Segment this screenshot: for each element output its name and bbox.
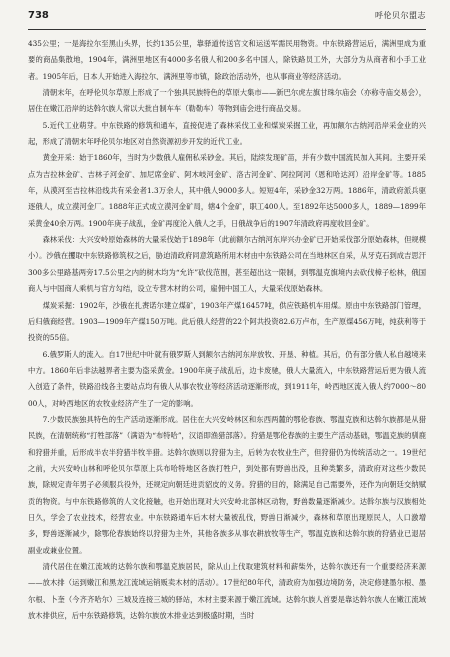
body-paragraph: 5.近代工业萌芽。中东铁路的修筑和通车，直接促进了森林采伐工业和煤炭采掘工业，再加额尔古纳河沿岸采金业的兴起，形成了清朝末年呼伦贝尔地区对自然资源初步开发的近代工业。 xyxy=(28,120,426,147)
body-paragraph: 6.俄罗斯人的流入。自17世纪中叶就有俄罗斯人到额尔古纳河东岸放牧、开垦、种植。其后，仍有部分俄人私自越境来中方。1860年后非法越界者主要为盗采黄金。1900年庚子战乱后，边卡废驰，俄人大量流入，中东铁路营运后更为俄人流入创造了条件，铁路沿线各主要站点均有俄人从事农牧业等经济活动逐渐形成，到1911年，岭西地区流入俄人约7000～8000人，对岭西地区的农牧业经济产生了一定的影响。 xyxy=(28,349,426,408)
header-rule xyxy=(28,29,426,30)
body-paragraph: 清朝末年，在呼伦贝尔草原上形成了一个独具民族特色的草原大集市——新巴尔虎左旗甘珠尔庙会（亦称寺庙交易会），居住在嫩江沿岸的达斡尔族人常以大批自制车车（勒勒车）等物到庙会进行商品交易。 xyxy=(28,88,426,114)
body-paragraph: 森林采伐：大兴安岭原始森林的大量采伐始于1898年（此前额尔古纳河东岸兴办金矿已开始采伐部分原始森林，但规模小）。沙俄在攫取中东铁路修筑权之后，胁迫清政府同意筑路所用木材由中东铁路公司在当地林区自采，从牙克石到成吉思汗300多公里路基两旁17.5公里之内的树木均为“允许”砍伐范围，甚至超出这一限制，到鄂温克旗境内去砍伐樟子松林，俄国商人与中国商人乘机与官方勾结，设立专营木材的公司，雇佣中国工人，大量采伐原始森林。 xyxy=(28,235,427,294)
page-header xyxy=(28,10,426,26)
body-paragraph: 435公里；一是海拉尔至黑山头界，长约135公里，靠驿道传送官文和运送军需民用物资。中东铁路营运后，满洲里成为重要的商品集散地，1904年，满洲里地区有4000多名俄人和200多名中国人，除铁路员工外，大部分为从商者和小手工业者。1905年后，日本人开始进入海拉尔、满洲里等市镇，除政治活动外，也从事商业等经济活动。 xyxy=(28,39,426,81)
text-body xyxy=(28,36,426,624)
body-paragraph: 7.少数民族独具特色的生产活动逐渐形成。居住在大兴安岭林区和东西两麓的鄂伦春族、鄂温克族和达斡尔族都是从猎民族，在清朝统称“打牲部落”（满语为“布特哈”，汉语即渔猎部落）。狩猎是鄂伦春族的主要生产活动基础，鄂温克族的驯鹿和狩猎并重，后形成半农半狩猎半牧半猎。达斡尔族则以狩猎为主，后转为农牧业生产，但狩猎仍为传统活动之一。19世纪之前，大兴安岭山林和呼伦贝尔草原上兵布哈特地区各族打牲户，到处都有野兽出没，且种类繁多，清政府对这些少数民族，除规定青年男子必须服兵役外，还规定向朝廷进贡貂皮的义务。狩猎的目的，除满足自己需要外，还作为向朝廷交纳赋贡的物资。与中东铁路修筑的人文化接触，也开始出现对大兴安岭北部林区动物，野兽数量逐渐减少。达斡尔族与汉族相处日久，学会了农业技术，经营农业。中东铁路通车后木材大量被乱伐，野兽日渐减少，森林和草原出现原民人，人口激增多，野兽逐渐减少，除鄂伦春族始终以狩猎为主外，其他各族多从事农耕放牧等生产，鄂温克族和达斡尔族的狩猎业已退居副业或兼业位置。 xyxy=(28,414,427,555)
body-paragraph: 煤炭采掘：1902年，沙俄在扎赉诺尔建立煤矿，1903年产煤16457吨，供应铁路机车用煤。原由中东铁路部门管理，后归俄商经营。1903—1909年产煤150万吨。此后俄人经营的22个阿共投资82.6万卢布，生产原煤456万吨，纯获利等于投资的55倍。 xyxy=(28,300,426,343)
body-paragraph: 清代居住在嫩江流域的达斡尔族和鄂温克族居民，除从山上伐取建筑材料和薪柴外，达斡尔族还有一个重要经济来源——放木排（运到嫩江和黑龙江流域运销贩卖木材的活动）。17世纪80年代，清政府为加强边境防务，决定修建墨尔根、墨尔根、卜奎（今齐齐哈尔）三城及连接三城的驿站，木材主要来源于嫩江流域。达斡尔族人首要是靠达斡尔族人在嫩江流域放木排供应，后中东铁路修筑，达斡尔族放木排业达到极盛时期，当时 xyxy=(28,562,426,621)
document-page xyxy=(28,10,426,624)
body-paragraph: 黄金开采：始于1860年，当时为少数俄人雇佣私采砂金。其后，陆续发现矿苗，并有少数中国流民加入其间。主要开采点为吉拉林金矿、吉林子河金矿、加尼席金矿、阿木岐河金矿、洛古河金矿、阿拉阿河（恩和哈达河）沿岸金矿等。1885年，从漠河至吉拉林沿线共有采金者1.3万余人，其中俄人9000多人。短短4年，采砂金32万两。1886年，清政府派兵驱逐俄人，成立漠河金厂。1888年正式成立漠河金矿局，辖4个金矿，职工400人。至1892年达5000多人，1889—1899年采黄金40余万两。1900年庚子战乱，金矿再度沦入俄人之手，日俄战争后的1907年清政府再度收回金矿。 xyxy=(28,153,427,228)
running-title: 呼伦贝尔盟志 xyxy=(375,11,426,20)
page-number: 738 xyxy=(28,10,49,21)
